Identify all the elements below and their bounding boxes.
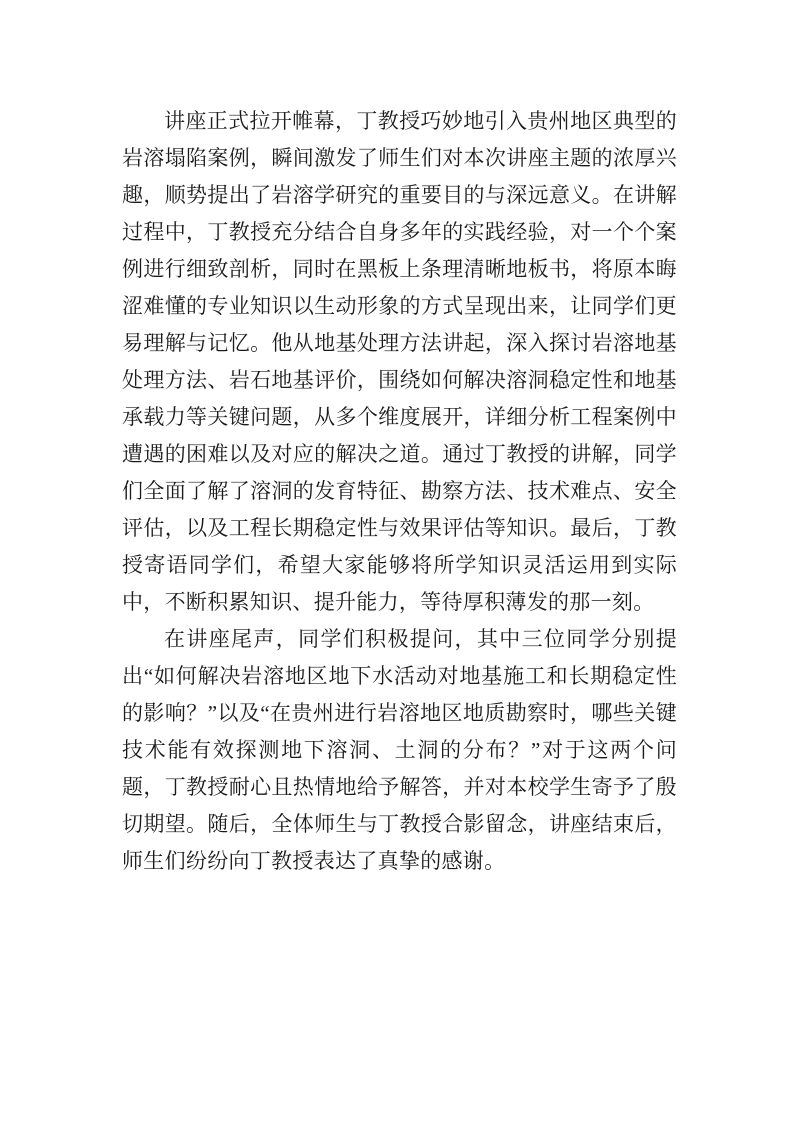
paragraph-lecture-summary: 讲座正式拉开帷幕，丁教授巧妙地引入贵州地区典型的岩溶塌陷案例，瞬间激发了师生们对本次讲座主题的浓厚兴趣，顺势提出了岩溶学研究的重要目的与深远意义。在讲解过程中，丁教授充分结合自身多年的实践经验，对一个个案例进行细致剖析，同时在黑板上条理清晰地板书，将原本晦涩难懂的专业知识以生动形象的方式呈现出来，让同学们更易理解与记忆。他从地基处理方法讲起，深入探讨岩溶地基处理方法、岩石地基评价，围绕如何解决溶洞稳定性和地基承载力等关键问题，从多个维度展开，详细分析工程案例中遭遇的困难以及对应的解决之道。通过丁教授的讲解，同学们全面了解了溶洞的发育特征、勘察方法、技术难点、安全评估，以及工程长期稳定性与效果评估等知识。最后，丁教授寄语同学们，希望大家能够将所学知识灵活运用到实际中，不断积累知识、提升能力，等待厚积薄发的那一刻。 (122, 109, 677, 614)
document-body (122, 103, 677, 880)
paragraph-qa-closing: 在讲座尾声，同学们积极提问，其中三位同学分别提出“如何解决岩溶地区地下水活动对地基施工和长期稳定性的影响？”以及“在贵州进行岩溶地区地质勘察时，哪些关键技术能有效探测地下溶洞、土洞的分布？”对于这两个问题，丁教授耐心且热情地给予解答，并对本校学生寄予了殷切期望。随后，全体师生与丁教授合影留念，讲座结束后，师生们纷纷向丁教授表达了真挚的感谢。 (122, 627, 677, 873)
